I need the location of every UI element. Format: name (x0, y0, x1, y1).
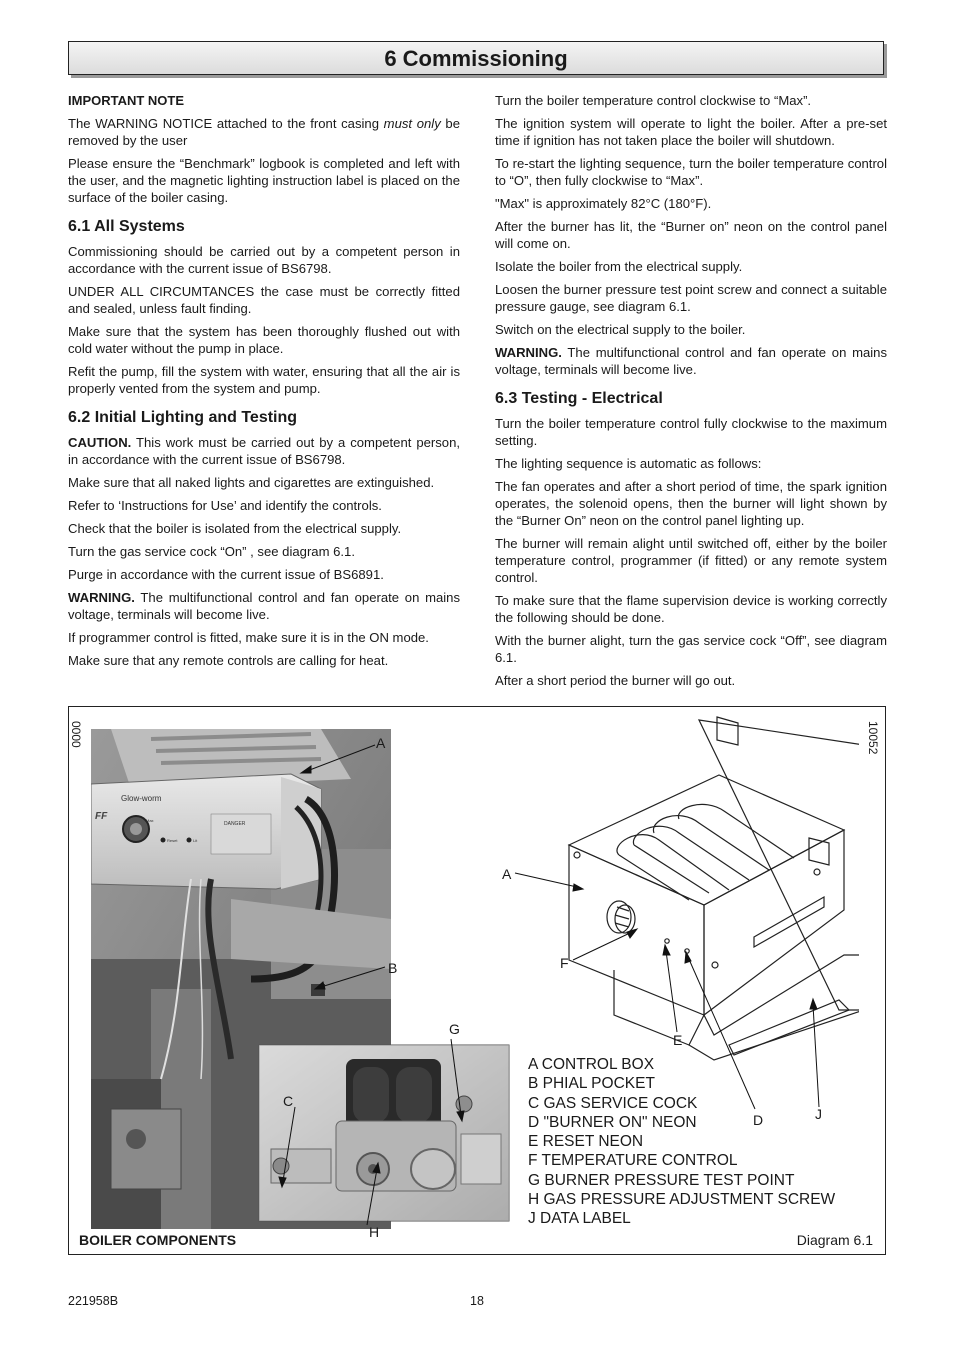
callout-f: F (560, 955, 569, 971)
paragraph: UNDER ALL CIRCUMTANCES the case must be correctly fitted and sealed, unless fault finding. (68, 284, 460, 316)
page-number: 18 (470, 1294, 484, 1308)
callout-j: J (815, 1106, 822, 1122)
legend-item: D "BURNER ON" NEON (528, 1113, 697, 1131)
right-column (495, 92, 887, 695)
legend-item: B PHIAL POCKET (528, 1075, 655, 1093)
paragraph: Make sure that any remote controls are calling for heat. (68, 653, 389, 668)
benchmark-paragraph: Please ensure the “Benchmark” logbook is completed and left with the user, and the magnetic lighting instruction label is placed on the surface of the boiler casing. (68, 156, 460, 205)
diagram-legend (528, 1055, 835, 1229)
drawing-code: 10052 (866, 721, 880, 755)
legend-item: C GAS SERVICE COCK (528, 1094, 698, 1112)
section-6-2-heading: 6.2 Initial Lighting and Testing (68, 409, 298, 426)
important-note-heading: IMPORTANT NOTE (68, 93, 185, 108)
legend-item: A CONTROL BOX (528, 1056, 655, 1073)
callout-g: G (449, 1021, 460, 1037)
important-note-text: The WARNING NOTICE attached to the front casing must only be removed by the user (68, 116, 460, 148)
photo-max-text: Max (146, 818, 154, 823)
paragraph: After a short period the burner will go out. (495, 673, 736, 688)
section-6-1-heading: 6.1 All Systems (68, 218, 185, 235)
legend-item: F TEMPERATURE CONTROL (528, 1152, 738, 1170)
diagram-caption-right: Diagram 6.1 (796, 1232, 873, 1248)
paragraph: Turn the gas service cock “On” , see diagram 6.1. (68, 544, 355, 559)
paragraph: The ignition system will operate to light the boiler. After a pre-set time if ignition has not taken place the boiler will shutdown. (495, 116, 887, 148)
paragraph: Turn the boiler temperature control fully clockwise to the maximum setting. (495, 416, 887, 448)
document-code: 221958B (68, 1294, 119, 1308)
section-6-3-heading: 6.3 Testing - Electrical (495, 390, 663, 407)
paragraph: Purge in accordance with the current issue of BS6891. (68, 567, 384, 582)
legend-item: G BURNER PRESSURE TEST POINT (528, 1171, 795, 1189)
photo-code: 0000 (69, 721, 83, 748)
paragraph: Refit the pump, fill the system with water, ensuring that all the air is properly vented from the system and pump. (68, 364, 460, 396)
callout-a-drawing: A (502, 866, 512, 882)
paragraph: Commissioning should be carried out by a competent person in accordance with the current issue of BS6798. (68, 244, 460, 276)
paragraph: Make sure that the system has been thoroughly flushed out with cold water without the pump in place. (68, 324, 460, 356)
callout-a-photo: A (376, 735, 386, 751)
paragraph: The fan operates and after a short period of time, the spark ignition operates, the solenoid opens, then the burner will light shown by the “Burner On” neon on the control panel lighting up. (495, 479, 887, 528)
callout-e: E (673, 1032, 683, 1048)
paragraph: Loosen the burner pressure test point screw and connect a suitable pressure gauge, see diagram 6.1. (495, 282, 887, 314)
section-title-box (68, 41, 884, 75)
legend-item: J DATA LABEL (528, 1210, 631, 1228)
callout-d: D (753, 1112, 764, 1128)
caution-paragraph: CAUTION. This work must be carried out by a competent person, in accordance with the current issue of BS6798. (68, 435, 460, 467)
paragraph: If programmer control is fitted, make sure it is in the ON mode. (68, 630, 429, 645)
warning-paragraph: WARNING. The multifunctional control and fan operate on mains voltage, terminals will become live. (68, 590, 460, 622)
paragraph: Switch on the electrical supply to the boiler. (495, 322, 746, 337)
legend-item: H GAS PRESSURE ADJUSTMENT SCREW (528, 1191, 836, 1209)
photo-reset-text: Reset (167, 838, 178, 843)
photo-danger-text: DANGER (224, 821, 246, 827)
callout-b: B (388, 960, 398, 976)
photo-lit-text: Lit (193, 838, 198, 843)
paragraph: The burner will remain alight until switched off, either by the boiler temperature control, programmer (if fitted) or any remote system control. (495, 536, 887, 585)
paragraph: With the burner alight, turn the gas service cock “Off”, see diagram 6.1. (495, 633, 887, 665)
paragraph: "Max" is approximately 82°C (180°F). (495, 196, 712, 211)
diagram-caption-left: BOILER COMPONENTS (79, 1232, 237, 1248)
paragraph: After the burner has lit, the “Burner on” neon on the control panel will come on. (495, 219, 887, 251)
paragraph: To make sure that the flame supervision device is working correctly the following should be done. (495, 593, 887, 625)
left-column (68, 92, 460, 675)
warning-paragraph: WARNING. The multifunctional control and fan operate on mains voltage, terminals will become live. (495, 345, 887, 377)
drawing-code-wrapper (866, 721, 880, 771)
paragraph: To re-start the lighting sequence, turn the boiler temperature control to “O”, then fully clockwise to “Max”. (495, 156, 887, 188)
callout-h: H (369, 1224, 380, 1240)
paragraph: Refer to ‘Instructions for Use’ and identify the controls. (68, 498, 382, 513)
paragraph: Make sure that all naked lights and cigarettes are extinguished. (68, 475, 435, 490)
page-title: 6 Commissioning (384, 46, 568, 71)
photo-code-wrapper (69, 721, 83, 761)
paragraph: The lighting sequence is automatic as follows: (495, 456, 762, 471)
legend-item: E RESET NEON (528, 1133, 644, 1151)
photo-model-text: FF (95, 811, 108, 822)
paragraph: Turn the boiler temperature control clockwise to “Max”. (495, 93, 812, 108)
paragraph: Check that the boiler is isolated from the electrical supply. (68, 521, 402, 536)
callout-c: C (283, 1093, 294, 1109)
diagram-6-1 (68, 706, 886, 1255)
paragraph: Isolate the boiler from the electrical supply. (495, 259, 743, 274)
photo-brand-text: Glow-worm (121, 794, 162, 803)
